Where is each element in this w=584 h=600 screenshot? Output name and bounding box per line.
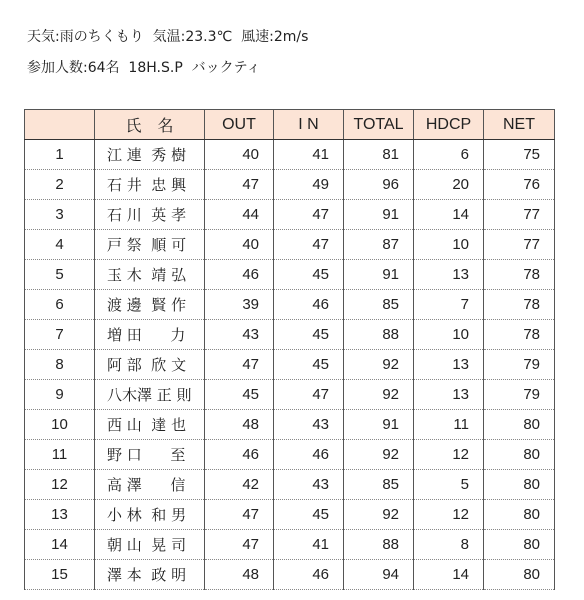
table-row xyxy=(25,500,555,530)
hdcp-cell: 12 xyxy=(414,440,484,470)
net-cell: 80 xyxy=(484,560,555,590)
name-cell: 八木澤 正 則 xyxy=(95,380,205,410)
in-cell: 46 xyxy=(274,560,344,590)
header-out: OUT xyxy=(205,110,274,140)
net-cell: 78 xyxy=(484,290,555,320)
total-cell: 91 xyxy=(344,410,414,440)
rank-cell: 6 xyxy=(25,290,95,320)
total-cell: 96 xyxy=(344,170,414,200)
table-row xyxy=(25,260,555,290)
name-cell: 渡 邊 賢 作 xyxy=(95,290,205,320)
out-cell: 43 xyxy=(205,320,274,350)
name-cell: 石 川 英 孝 xyxy=(95,200,205,230)
rank-cell: 9 xyxy=(25,380,95,410)
name-cell: 江 連 秀 樹 xyxy=(95,140,205,170)
rank-cell: 8 xyxy=(25,350,95,380)
out-cell: 40 xyxy=(205,230,274,260)
hdcp-cell: 13 xyxy=(414,380,484,410)
table-row xyxy=(25,470,555,500)
out-cell: 46 xyxy=(205,260,274,290)
hdcp-cell: 12 xyxy=(414,500,484,530)
out-cell: 39 xyxy=(205,290,274,320)
net-cell: 77 xyxy=(484,230,555,260)
net-cell: 80 xyxy=(484,470,555,500)
in-cell: 45 xyxy=(274,500,344,530)
out-cell: 40 xyxy=(205,140,274,170)
hdcp-cell: 13 xyxy=(414,260,484,290)
rank-cell: 4 xyxy=(25,230,95,260)
net-cell: 80 xyxy=(484,500,555,530)
table-row xyxy=(25,530,555,560)
in-cell: 43 xyxy=(274,410,344,440)
out-cell: 47 xyxy=(205,530,274,560)
header-net: NET xyxy=(484,110,555,140)
total-cell: 87 xyxy=(344,230,414,260)
header-total: TOTAL xyxy=(344,110,414,140)
event-info: 参加人数:64名 18H.S.P バックティ xyxy=(27,60,261,76)
in-cell: 49 xyxy=(274,170,344,200)
table-row xyxy=(25,320,555,350)
hdcp-cell: 14 xyxy=(414,560,484,590)
net-cell: 79 xyxy=(484,350,555,380)
table-row xyxy=(25,230,555,260)
in-cell: 43 xyxy=(274,470,344,500)
net-cell: 76 xyxy=(484,170,555,200)
name-cell: 玉 木 靖 弘 xyxy=(95,260,205,290)
hdcp-cell: 6 xyxy=(414,140,484,170)
out-cell: 42 xyxy=(205,470,274,500)
in-cell: 47 xyxy=(274,230,344,260)
header-name: 氏 名 xyxy=(95,110,205,140)
header-row xyxy=(25,110,555,140)
total-cell: 88 xyxy=(344,530,414,560)
hdcp-cell: 8 xyxy=(414,530,484,560)
hdcp-cell: 14 xyxy=(414,200,484,230)
net-cell: 80 xyxy=(484,410,555,440)
out-cell: 44 xyxy=(205,200,274,230)
net-cell: 75 xyxy=(484,140,555,170)
out-cell: 48 xyxy=(205,560,274,590)
name-cell: 増 田 力 xyxy=(95,320,205,350)
total-cell: 94 xyxy=(344,560,414,590)
rank-cell: 12 xyxy=(25,470,95,500)
hdcp-cell: 13 xyxy=(414,350,484,380)
name-cell: 野 口 至 xyxy=(95,440,205,470)
name-cell: 高 澤 信 xyxy=(95,470,205,500)
hdcp-cell: 5 xyxy=(414,470,484,500)
name-cell: 石 井 忠 興 xyxy=(95,170,205,200)
rank-cell: 5 xyxy=(25,260,95,290)
in-cell: 46 xyxy=(274,440,344,470)
name-cell: 西 山 達 也 xyxy=(95,410,205,440)
total-cell: 88 xyxy=(344,320,414,350)
out-cell: 47 xyxy=(205,500,274,530)
header-in: I N xyxy=(274,110,344,140)
hdcp-cell: 10 xyxy=(414,320,484,350)
in-cell: 41 xyxy=(274,140,344,170)
net-cell: 77 xyxy=(484,200,555,230)
out-cell: 47 xyxy=(205,350,274,380)
total-cell: 91 xyxy=(344,200,414,230)
rank-cell: 7 xyxy=(25,320,95,350)
rank-cell: 11 xyxy=(25,440,95,470)
out-cell: 48 xyxy=(205,410,274,440)
table-row xyxy=(25,560,555,590)
table-row xyxy=(25,200,555,230)
table-row xyxy=(25,290,555,320)
total-cell: 91 xyxy=(344,260,414,290)
table-row xyxy=(25,140,555,170)
total-cell: 92 xyxy=(344,440,414,470)
hdcp-cell: 11 xyxy=(414,410,484,440)
in-cell: 45 xyxy=(274,320,344,350)
rank-cell: 10 xyxy=(25,410,95,440)
name-cell: 澤 本 政 明 xyxy=(95,560,205,590)
total-cell: 92 xyxy=(344,350,414,380)
net-cell: 80 xyxy=(484,440,555,470)
name-cell: 小 林 和 男 xyxy=(95,500,205,530)
total-cell: 85 xyxy=(344,290,414,320)
rank-cell: 14 xyxy=(25,530,95,560)
out-cell: 47 xyxy=(205,170,274,200)
net-cell: 80 xyxy=(484,530,555,560)
table-row xyxy=(25,350,555,380)
total-cell: 92 xyxy=(344,500,414,530)
hdcp-cell: 10 xyxy=(414,230,484,260)
net-cell: 79 xyxy=(484,380,555,410)
table-row xyxy=(25,380,555,410)
rank-cell: 13 xyxy=(25,500,95,530)
out-cell: 45 xyxy=(205,380,274,410)
header-rank xyxy=(25,110,95,140)
in-cell: 45 xyxy=(274,260,344,290)
rank-cell: 1 xyxy=(25,140,95,170)
rank-cell: 15 xyxy=(25,560,95,590)
table-row xyxy=(25,410,555,440)
in-cell: 47 xyxy=(274,200,344,230)
name-cell: 戸 祭 順 可 xyxy=(95,230,205,260)
total-cell: 85 xyxy=(344,470,414,500)
in-cell: 45 xyxy=(274,350,344,380)
header-hdcp: HDCP xyxy=(414,110,484,140)
in-cell: 47 xyxy=(274,380,344,410)
total-cell: 92 xyxy=(344,380,414,410)
net-cell: 78 xyxy=(484,320,555,350)
net-cell: 78 xyxy=(484,260,555,290)
in-cell: 46 xyxy=(274,290,344,320)
weather-info: 天気:雨のちくもり 気温:23.3℃ 風速:2m/s xyxy=(27,29,309,45)
total-cell: 81 xyxy=(344,140,414,170)
table-row xyxy=(25,170,555,200)
out-cell: 46 xyxy=(205,440,274,470)
rank-cell: 3 xyxy=(25,200,95,230)
table-row xyxy=(25,440,555,470)
rank-cell: 2 xyxy=(25,170,95,200)
results-table xyxy=(24,109,555,590)
name-cell: 阿 部 欣 文 xyxy=(95,350,205,380)
hdcp-cell: 20 xyxy=(414,170,484,200)
in-cell: 41 xyxy=(274,530,344,560)
name-cell: 朝 山 晃 司 xyxy=(95,530,205,560)
hdcp-cell: 7 xyxy=(414,290,484,320)
